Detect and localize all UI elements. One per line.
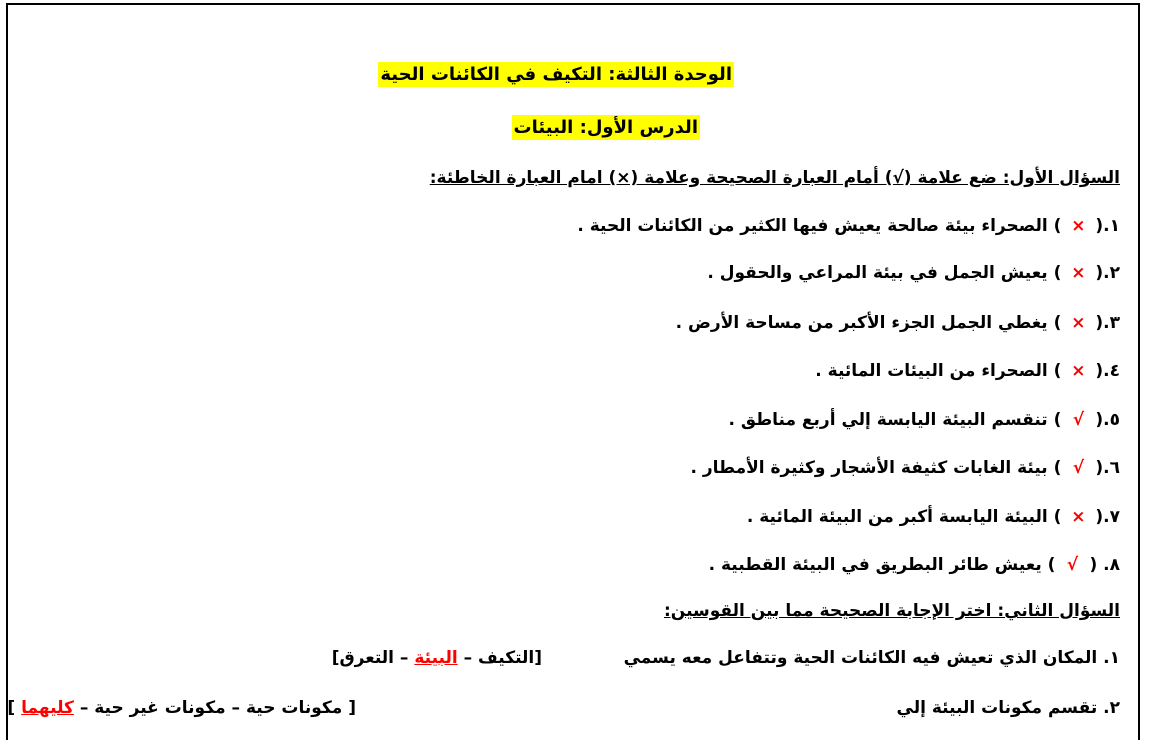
cross-mark-icon: × [1071,507,1086,527]
cross-mark-icon: × [1071,361,1086,381]
unit-title: الوحدة الثالثة: التكيف في الكائنات الحية [380,64,732,85]
check-mark-icon: √ [1072,458,1085,478]
question2-heading: السؤال الثاني: اختر الإجابة الصحيحة مما بين القوسين: [664,601,1120,621]
correct-answer: كليهما [21,698,74,718]
lesson-title: الدرس الأول: البيئات [513,117,698,138]
cross-mark-icon: × [1071,313,1086,333]
tf-item: ٨. (√) يعيش طائر البطريق في البيئة القطبية . [708,555,1120,575]
check-mark-icon: √ [1072,410,1085,430]
cross-mark-icon: × [1071,263,1086,283]
tf-item: ٥.(√) تنقسم البيئة اليابسة إلي أربع مناطق . [728,410,1120,430]
tf-item: ٧.(×) البيئة اليابسة أكبر من البيئة المائية . [746,507,1120,527]
mcq-stem: ٢. تقسم مكونات البيئة إلي [896,698,1120,718]
mcq-options: [ مكونات حية – مكونات غير حية – كليهما ] [7,698,356,718]
tf-item: ٣.(×) يغطي الجمل الجزء الأكبر من مساحة الأرض . [675,313,1120,333]
check-mark-icon: √ [1066,555,1079,575]
mcq-stem: ١. المكان الذي تعيش فيه الكائنات الحية وتتفاعل معه يسمي [623,648,1120,668]
cross-mark-icon: × [1071,216,1086,236]
mcq-options: [التكيف – البيئة – التعرق] [331,648,542,668]
tf-item: ٤.(×) الصحراء من البيئات المائية . [815,361,1120,381]
question1-heading: السؤال الأول: ضع علامة (√) أمام العبارة الصحيحة وعلامة (×) امام العبارة الخاطئة: [429,168,1120,188]
tf-item: ١.(×) الصحراء بيئة صالحة يعيش فيها الكثير من الكائنات الحية . [577,216,1120,236]
tf-item: ٦.(√) بيئة الغابات كثيفة الأشجار وكثيرة الأمطار . [690,458,1120,478]
tf-item: ٢.(×) يعيش الجمل في بيئة المراعي والحقول . [707,263,1120,283]
correct-answer: البيئة [414,648,458,668]
